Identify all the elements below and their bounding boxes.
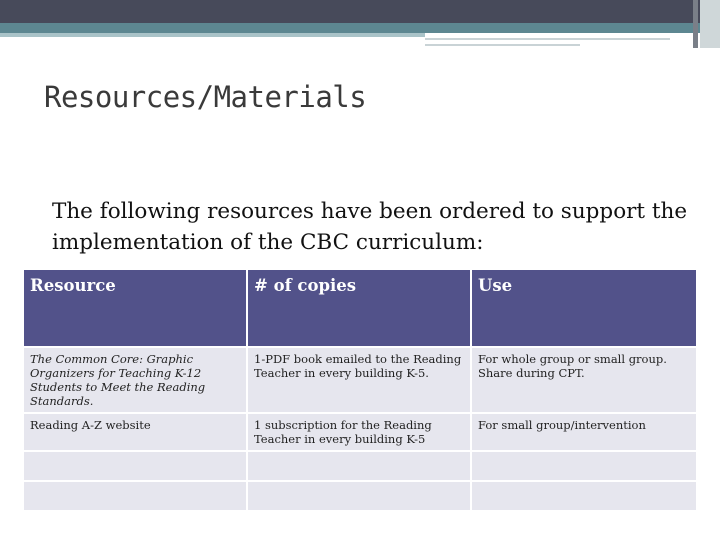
cell-use xyxy=(471,481,696,511)
cell-use xyxy=(471,451,696,481)
cell-copies: 1 subscription for the Reading Teacher in every building K-5 xyxy=(247,413,471,451)
cell-resource xyxy=(24,451,247,481)
resources-table xyxy=(24,270,696,512)
top-right-block xyxy=(700,0,720,48)
decorative-line xyxy=(425,38,670,40)
top-teal-bar xyxy=(0,23,720,33)
intro-text: The following resources have been ordered to support the implementation of the CBC curriculum: xyxy=(52,199,688,255)
cell-copies xyxy=(247,451,471,481)
cell-use: For small group/intervention xyxy=(471,413,696,451)
cell-copies xyxy=(247,481,471,511)
cell-resource xyxy=(24,481,247,511)
decorative-line xyxy=(425,44,580,46)
cell-copies: 1-PDF book emailed to the Reading Teacher in every building K-5. xyxy=(247,347,471,413)
top-light-teal-bar xyxy=(0,33,425,37)
header-copies: # of copies xyxy=(247,270,471,347)
slide-title: Resources/Materials xyxy=(44,80,367,114)
table-row xyxy=(24,481,696,511)
table-row xyxy=(24,413,696,451)
table-header-row xyxy=(24,270,696,347)
cell-resource: Reading A-Z website xyxy=(24,413,247,451)
top-dark-bar xyxy=(0,0,720,23)
top-right-stripe xyxy=(693,0,698,48)
header-resource: Resource xyxy=(24,270,247,347)
header-use: Use xyxy=(471,270,696,347)
table-row xyxy=(24,347,696,413)
cell-use: For whole group or small group. Share during CPT. xyxy=(471,347,696,413)
cell-resource: The Common Core: Graphic Organizers for Teaching K-12 Students to Meet the Reading Standards. xyxy=(24,347,247,413)
table-row xyxy=(24,451,696,481)
